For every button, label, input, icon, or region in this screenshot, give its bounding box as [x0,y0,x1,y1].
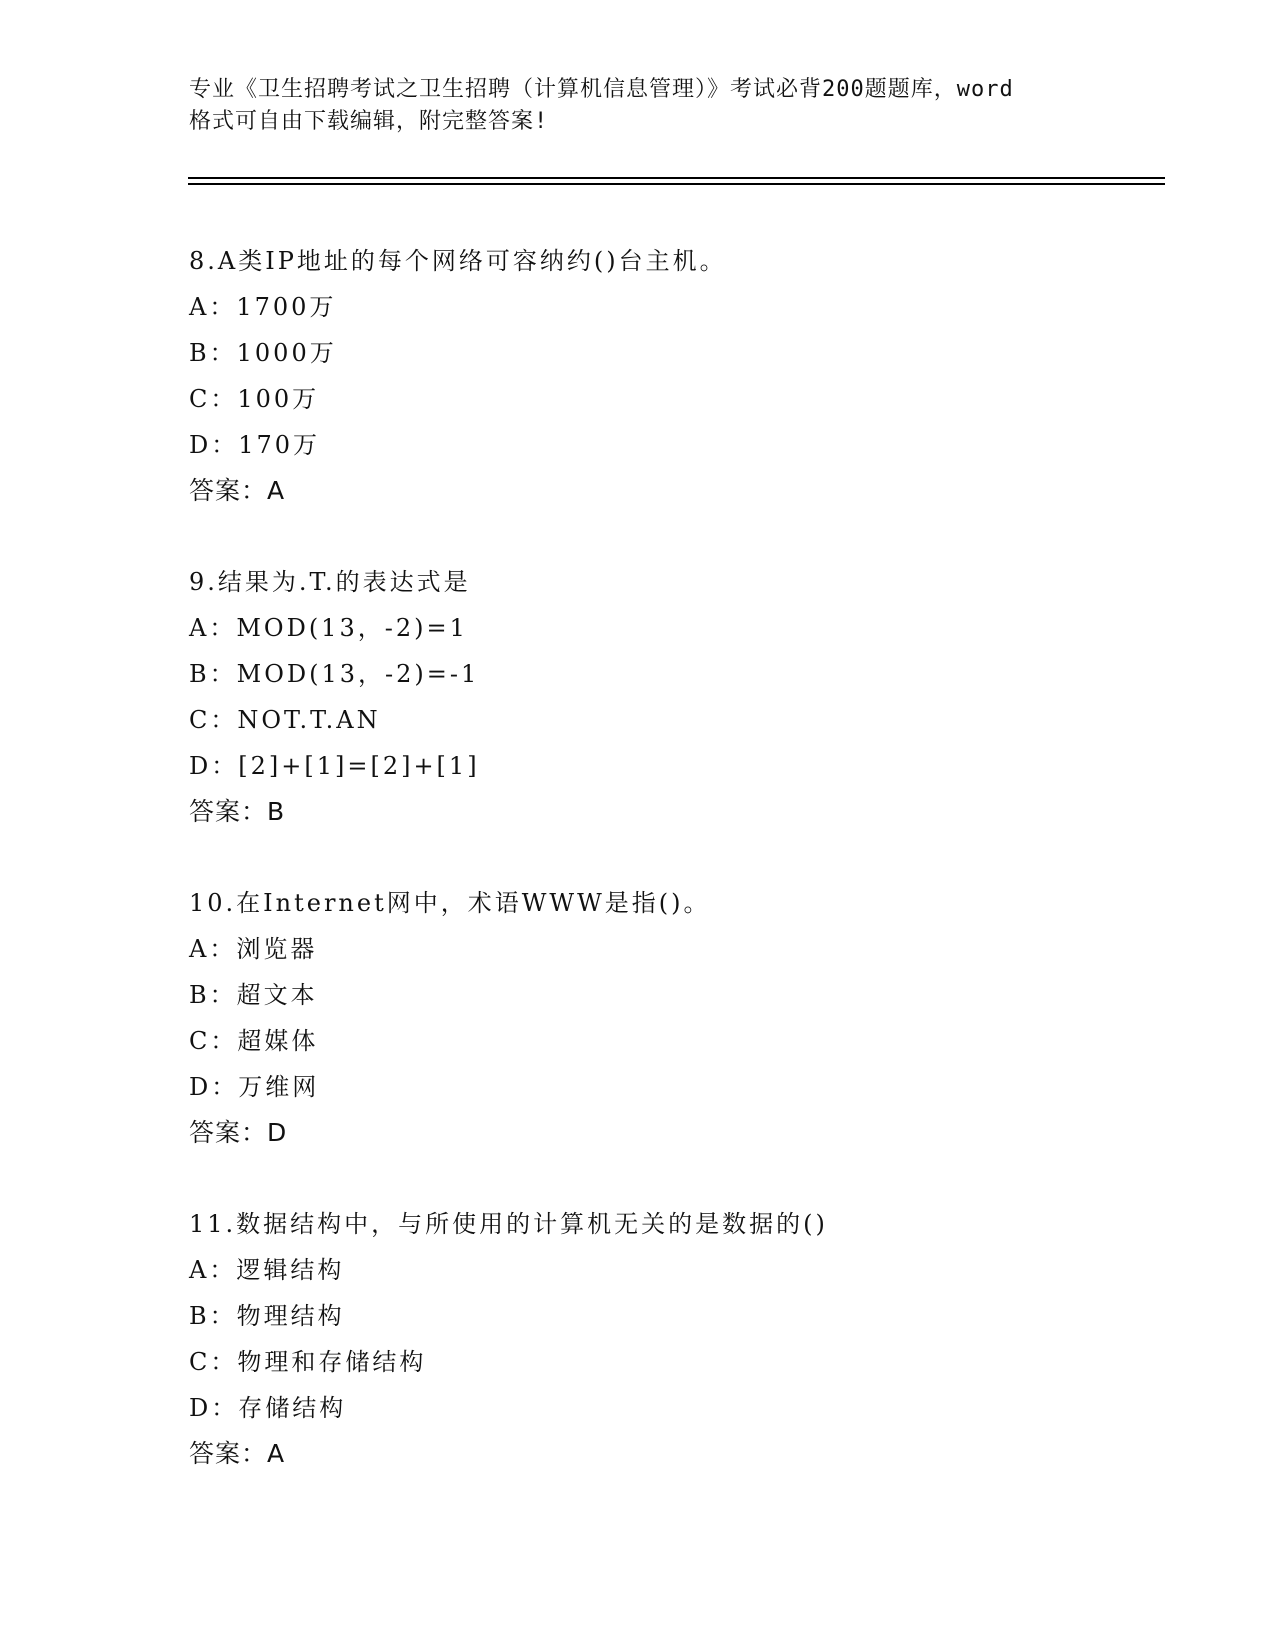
header-divider-top [188,177,1165,179]
option-b: B：超文本 [189,981,318,1009]
answer-line [189,1110,1149,1156]
header-line-1: 专业《卫生招聘考试之卫生招聘（计算机信息管理）》考试必背200题题库，word [189,77,1014,102]
answer-value: D [267,1118,288,1147]
option-b: B：MOD(13，-2)=-1 [189,660,480,688]
option-c: C：100万 [189,385,320,413]
option-d: D：万维网 [189,1073,320,1101]
answer-value: B [267,797,286,826]
answer-value: A [267,1439,286,1468]
option-d: D：170万 [189,431,321,459]
answer-label: 答案： [189,1439,268,1468]
option-d: D：[2]+[1]=[2]+[1] [189,752,480,780]
question-9 [189,559,1149,835]
answer-line [189,1431,1149,1477]
option-c: C：物理和存储结构 [189,1348,427,1376]
header-line-2: 格式可自由下载编辑，附完整答案! [189,109,549,134]
option-a: A：逻辑结构 [189,1256,345,1284]
option-a: A：1700万 [189,293,337,321]
option-b: B：物理结构 [189,1302,345,1330]
answer-label: 答案： [189,1118,268,1147]
question-stem: 8.A类IP地址的每个网络可容纳约()台主机。 [189,247,727,275]
document-header [189,74,1089,138]
answer-label: 答案： [189,797,268,826]
option-a: A：浏览器 [189,935,318,963]
answer-line [189,789,1149,835]
option-c: C：超媒体 [189,1027,319,1055]
answer-value: A [267,476,286,505]
question-8 [189,238,1149,514]
question-11 [189,1201,1149,1477]
question-stem: 11.数据结构中，与所使用的计算机无关的是数据的() [189,1210,828,1238]
answer-line [189,468,1149,514]
option-b: B：1000万 [189,339,337,367]
question-stem: 9.结果为.T.的表达式是 [189,568,471,596]
header-divider-bottom [188,183,1165,185]
option-a: A：MOD(13，-2)=1 [189,614,468,642]
option-c: C：NOT.T.AN [189,706,381,734]
question-list [189,238,1149,1522]
question-10 [189,880,1149,1156]
answer-label: 答案： [189,476,268,505]
option-d: D：存储结构 [189,1394,347,1422]
question-stem: 10.在Internet网中，术语WWW是指()。 [189,889,711,917]
